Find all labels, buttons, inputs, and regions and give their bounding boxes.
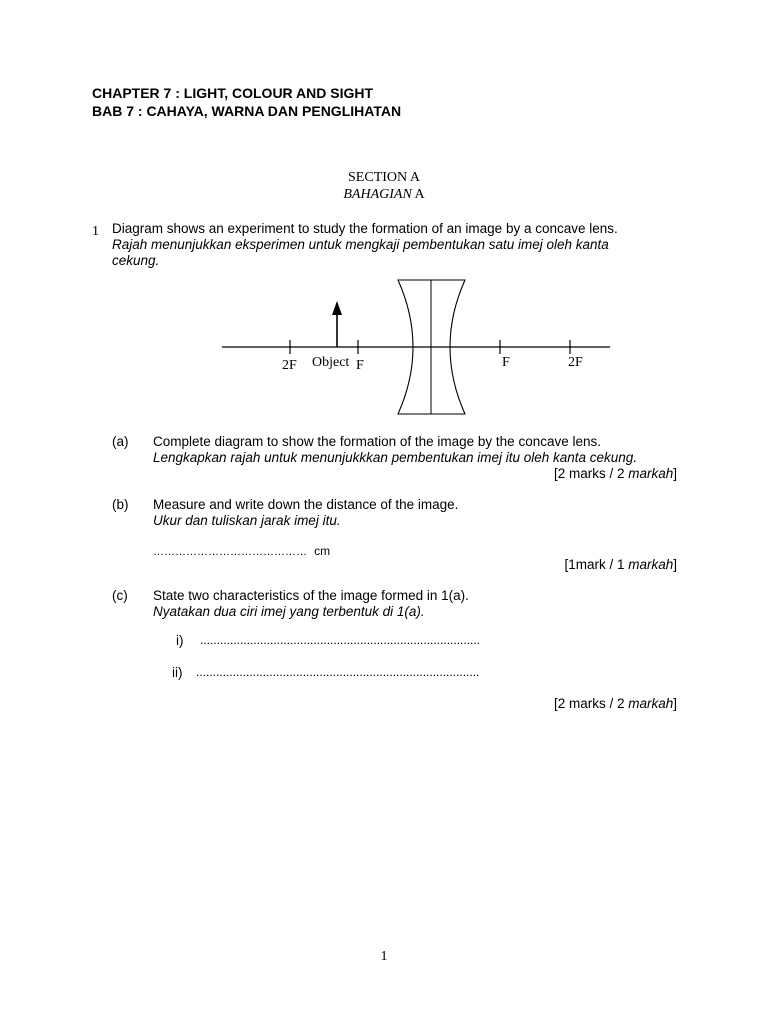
label-left-2f: 2F	[282, 358, 297, 373]
part-b-marks: [1mark / 1 markah]	[564, 557, 677, 572]
part-b-text-en: Measure and write down the distance of the image.	[153, 497, 459, 512]
chapter-title-ms: BAB 7 : CAHAYA, WARNA DAN PENGLIHATAN	[92, 103, 402, 119]
question-stem-ms-line1: Rajah menunjukkan eksperimen untuk mengkaji pembentukan satu imej oleh kanta	[112, 237, 609, 252]
part-c-text-ms: Nyatakan dua ciri imej yang terbentuk di 1(a).	[153, 604, 425, 619]
object-arrow-head	[332, 301, 342, 315]
part-a-marks: [2 marks / 2 markah]	[553, 466, 677, 481]
part-c-label: (c)	[112, 588, 128, 603]
part-b-text-ms: Ukur dan tuliskan jarak imej itu.	[153, 513, 341, 528]
part-b-label: (b)	[112, 497, 129, 512]
question-number: 1	[92, 224, 99, 239]
question-stem-en: Diagram shows an experiment to study the formation of an image by a concave lens.	[112, 221, 618, 236]
part-b-unit: cm	[314, 544, 331, 558]
part-a-text-en: Complete diagram to show the formation of the image by the concave lens.	[153, 434, 601, 449]
label-right-f: F	[502, 355, 510, 370]
part-c-item1-answer[interactable]: ....................................................................................	[200, 633, 481, 647]
section-heading-en: SECTION A	[348, 170, 420, 185]
section-heading-ms: BAHAGIAN A	[343, 187, 425, 202]
part-c-item2-answer[interactable]: .....................................................................................	[196, 665, 480, 679]
page-number: 1	[380, 949, 388, 964]
question-stem-ms-line2: cekung.	[112, 253, 160, 268]
chapter-title-en: CHAPTER 7 : LIGHT, COLOUR AND SIGHT	[92, 85, 374, 101]
part-c-text-en: State two characteristics of the image formed in 1(a).	[153, 588, 469, 603]
part-c-item1-label: i)	[176, 633, 184, 648]
label-right-2f: 2F	[568, 355, 583, 370]
part-a-label: (a)	[112, 434, 129, 449]
label-left-f: F	[356, 358, 364, 373]
part-b-answer-line[interactable]: …………………………………… cm	[153, 544, 331, 558]
part-c-item2-label: ii)	[172, 665, 183, 680]
label-object: Object	[312, 355, 350, 370]
part-c-marks: [2 marks / 2 markah]	[553, 696, 677, 711]
part-a-text-ms: Lengkapkan rajah untuk menunjukkkan pembentukan imej itu oleh kanta cekung.	[153, 450, 638, 465]
